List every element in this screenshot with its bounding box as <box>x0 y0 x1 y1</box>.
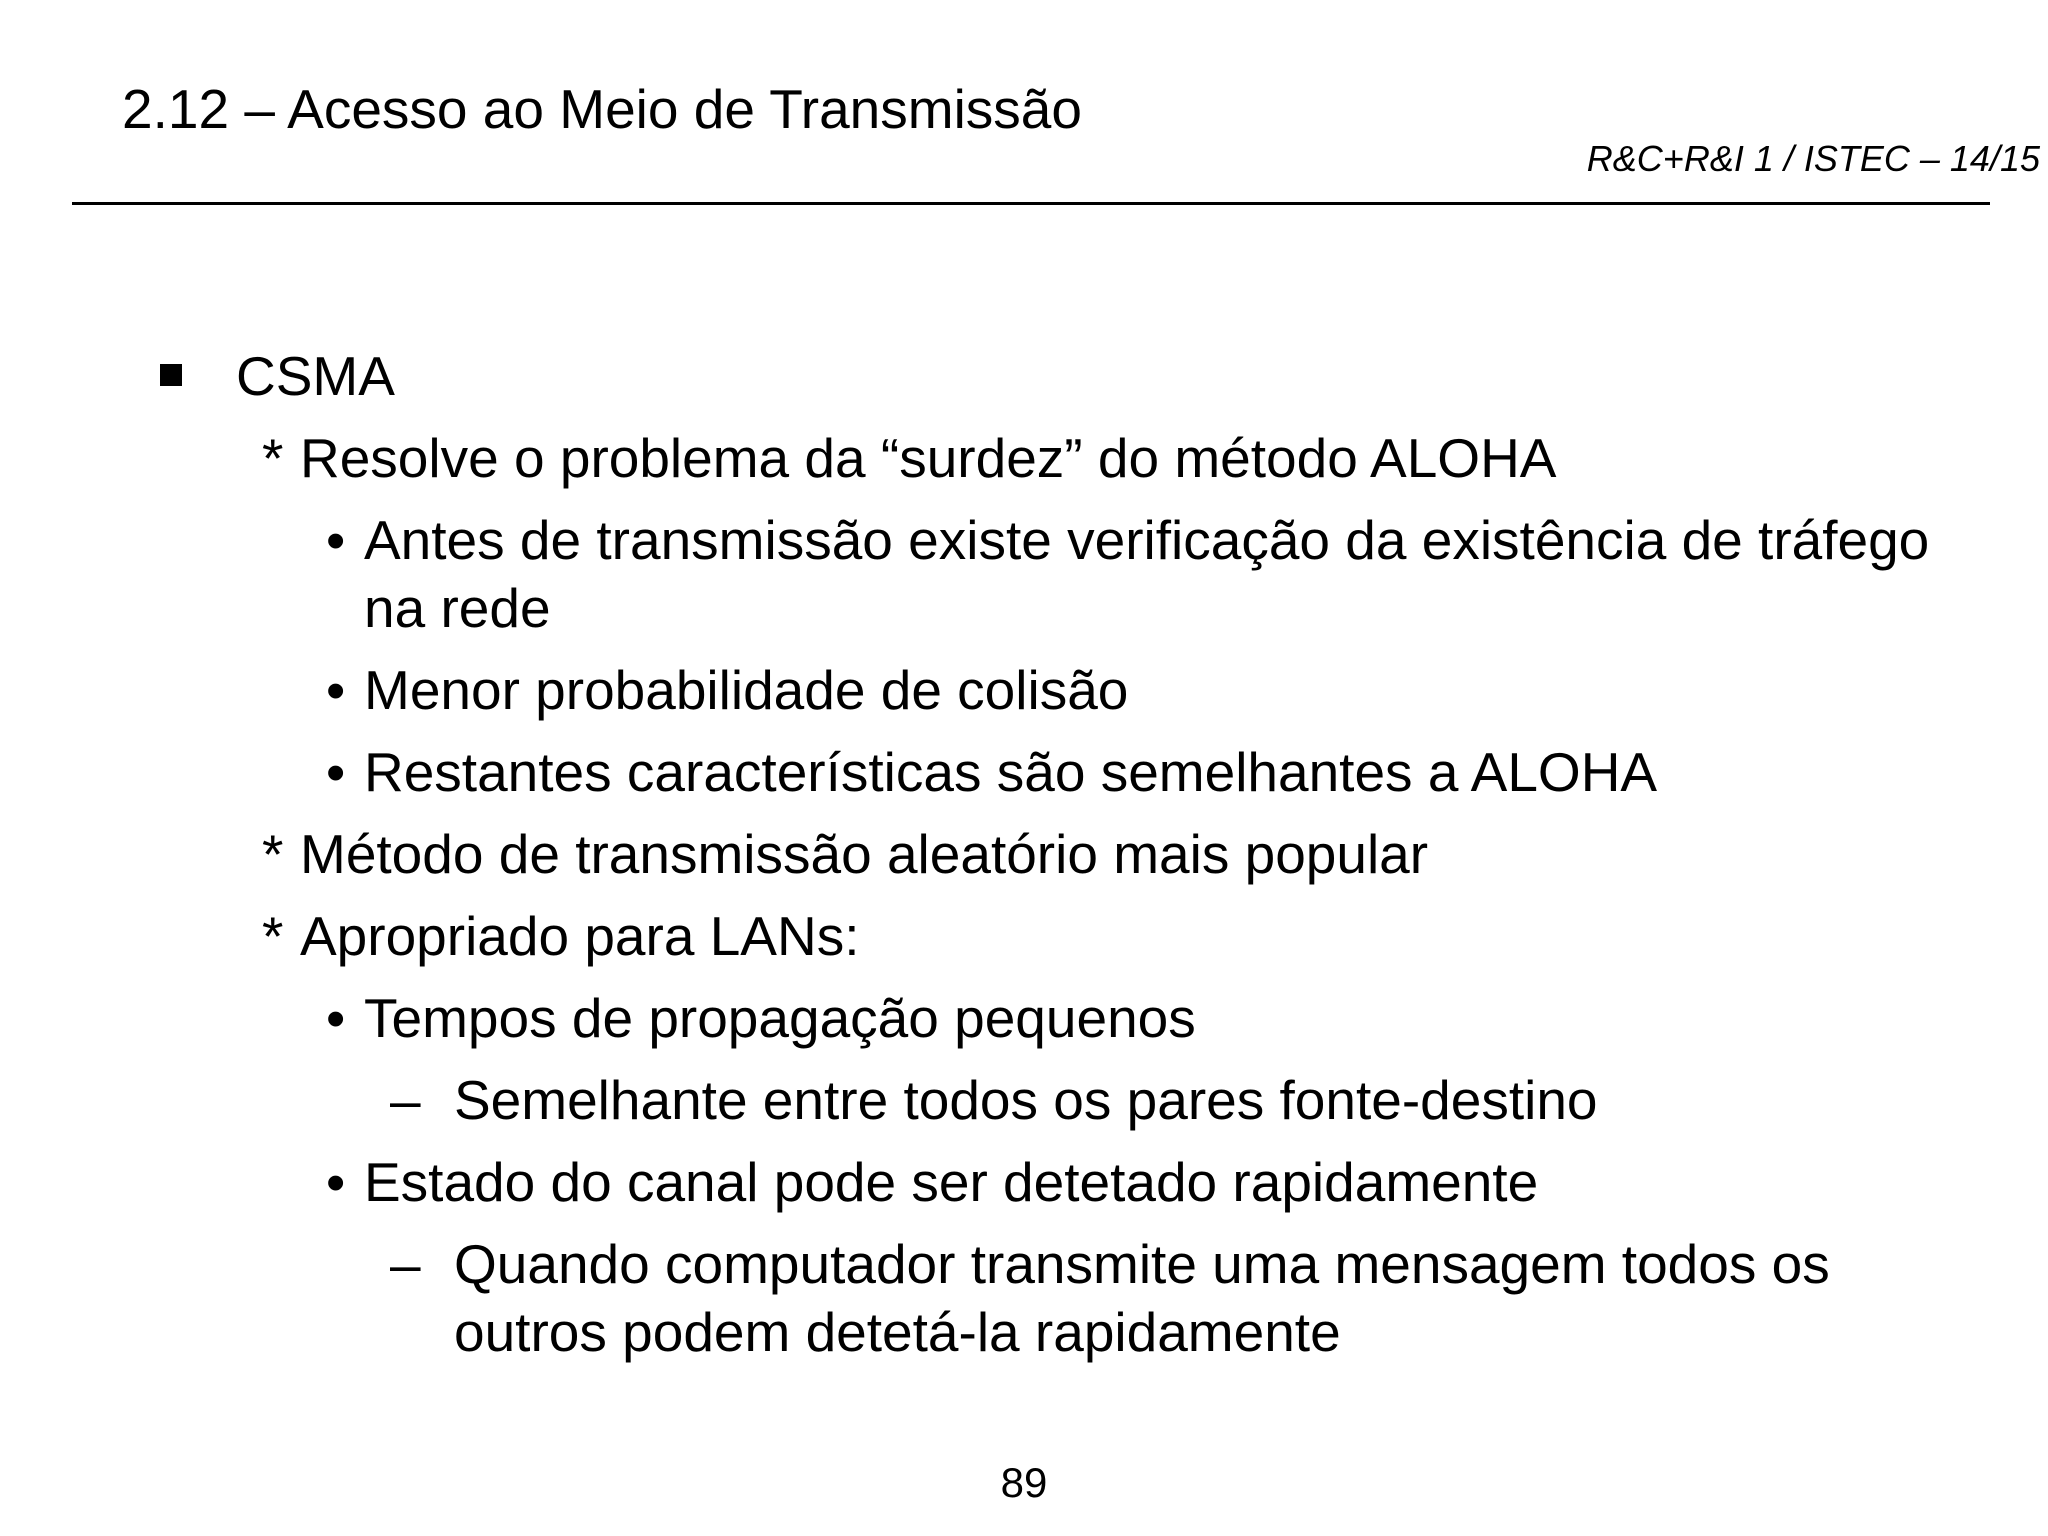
bullet-marker: • <box>326 1151 346 1213</box>
bullet-marker: • <box>326 987 346 1049</box>
list-item-text-continuation: na rede <box>364 577 551 639</box>
asterisk-marker: * <box>262 905 284 967</box>
section-heading: CSMA <box>236 345 395 407</box>
asterisk-marker: * <box>262 427 284 489</box>
list-item-text-continuation: outros podem detetá-la rapidamente <box>454 1301 1341 1363</box>
list-item-text: Estado do canal pode ser detetado rapidamente <box>364 1151 1539 1213</box>
list-item-text: Quando computador transmite uma mensagem todos os <box>454 1233 1830 1295</box>
list-item-text: Tempos de propagação pequenos <box>364 987 1196 1049</box>
list-item-text: Resolve o problema da “surdez” do método ALOHA <box>300 427 1557 489</box>
course-reference: R&C+R&I 1 / ISTEC – 14/15 <box>1586 138 2040 179</box>
page-number: 89 <box>1000 1459 1048 1506</box>
bullet-marker: • <box>326 509 346 571</box>
list-item-text: Semelhante entre todos os pares fonte-destino <box>454 1069 1598 1131</box>
square-bullet-icon <box>160 364 182 386</box>
dash-marker: – <box>390 1069 421 1131</box>
slide-title: 2.12 – Acesso ao Meio de Transmissão <box>122 78 1082 140</box>
list-item-text: Menor probabilidade de colisão <box>364 659 1129 721</box>
asterisk-marker: * <box>262 823 284 885</box>
header-divider <box>72 202 1990 205</box>
list-item-text: Restantes características são semelhantes a ALOHA <box>364 741 1658 803</box>
list-item-text: Apropriado para LANs: <box>300 905 860 967</box>
dash-marker: – <box>390 1233 421 1295</box>
list-item-text: Método de transmissão aleatório mais popular <box>300 823 1429 885</box>
list-item-text: Antes de transmissão existe verificação da existência de tráfego <box>364 509 1930 571</box>
bullet-marker: • <box>326 659 346 721</box>
bullet-marker: • <box>326 741 346 803</box>
